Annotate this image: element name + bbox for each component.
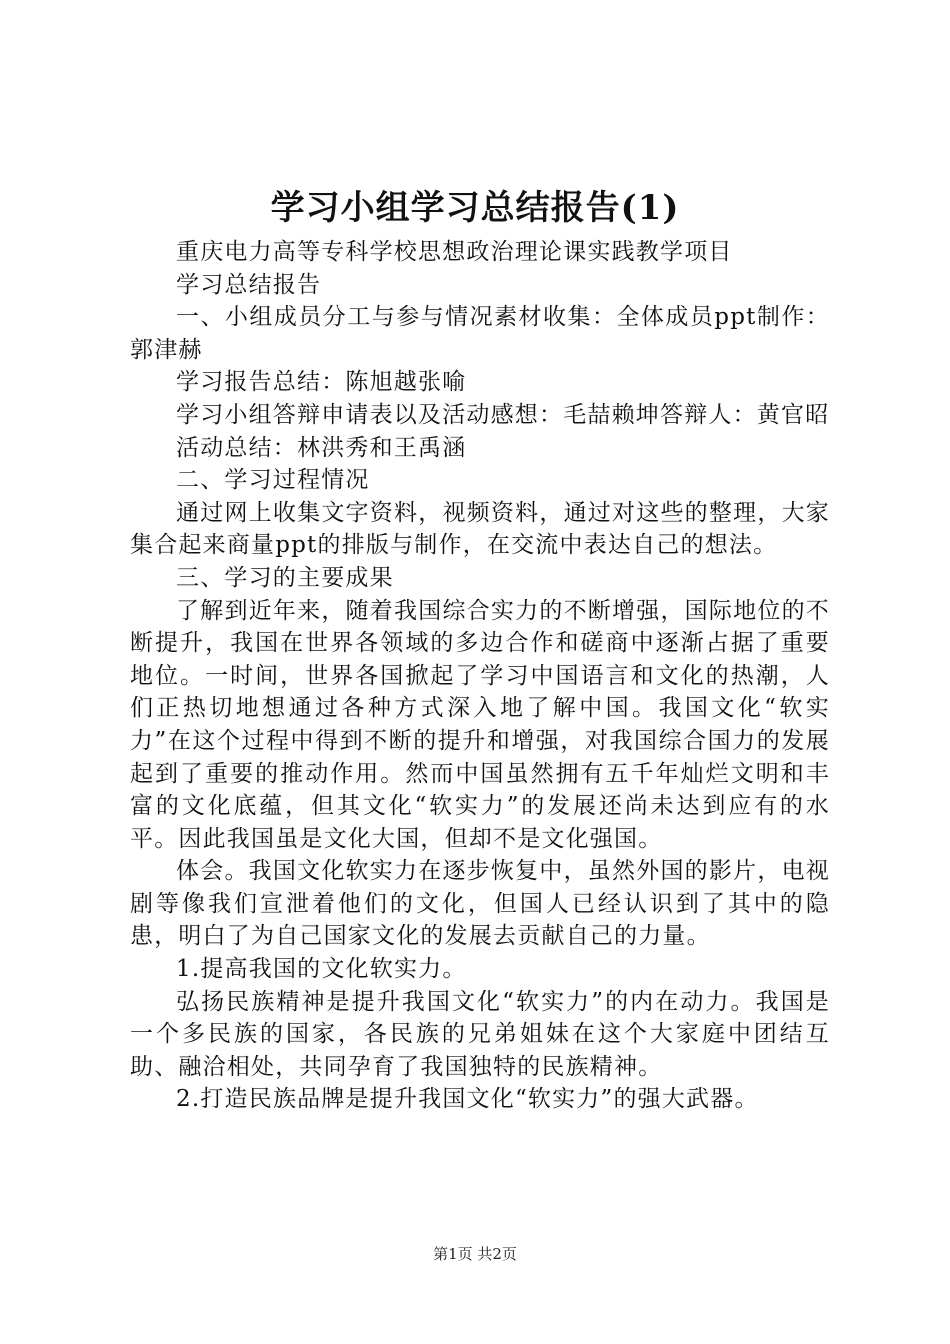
paragraph-reflection: 体会。我国文化软实力在逐步恢复中，虽然外国的影片，电视剧等像我们宣泄着他们的文化，但国人已经认识到了其中的隐患，明白了为自己国家文化的发展去贡献自己的力量。 — [130, 858, 830, 950]
paragraph-national-spirit: 弘扬民族精神是提升我国文化“软实力”的内在动力。我国是一个多民族的国家，各民族的兄弟姐妹在这个大家庭中团结互助、融洽相处，共同孕育了我国独特的民族精神。 — [130, 988, 830, 1080]
document-title: 学习小组学习总结报告(1) — [270, 188, 680, 228]
paragraph-report-heading: 学习总结报告 — [176, 271, 322, 298]
paragraph-report-summary-members: 学习报告总结：陈旭越张喻 — [176, 369, 467, 396]
paragraph-main-results: 了解到近年来，随着我国综合实力的不断增强，国际地位的不断提升，我国在世界各领域的多边合作和磋商中逐渐占据了重要地位。一时间，世界各国掀起了学习中国语言和文化的热潮，人们正热切地想通过各种方式深入地了解中国。我国文化“软实力”在这个过程中得到不断的提升和增强，对我国综合国力的发展起到了重要的推动作用。然而中国虽然拥有五千年灿烂文明和丰富的文化底蕴，但其文化“软实力”的发展还尚未达到应有的水平。因此我国虽是文化大国，但却不是文化强国。 — [130, 597, 830, 852]
paragraph-school-project: 重庆电力高等专科学校思想政治理论课实践教学项目 — [176, 239, 733, 265]
paragraph-defense-members: 学习小组答辩申请表以及活动感想：毛喆赖坤答辩人：黄官昭 — [176, 401, 830, 428]
paragraph-process-description: 通过网上收集文字资料，视频资料，通过对这些的整理，大家集合起来商量ppt的排版与制作，在交流中表达自己的想法。 — [130, 499, 830, 559]
paragraph-section-1-heading: 一、小组成员分工与参与情况素材收集：全体成员ppt制作：郭津赫 — [130, 304, 830, 363]
paragraph-section-2-heading: 二、学习过程情况 — [176, 467, 370, 494]
paragraph-activity-summary-members: 活动总结：林洪秀和王禹涵 — [176, 434, 467, 461]
document-body — [130, 236, 830, 1116]
paragraph-section-3-heading: 三、学习的主要成果 — [176, 564, 394, 591]
paragraph-point-2: 2.打造民族品牌是提升我国文化“软实力”的强大武器。 — [176, 1086, 759, 1113]
paragraph-point-1: 1.提高我国的文化软实力。 — [176, 956, 467, 983]
page-number-footer: 第1页 共2页 — [433, 1245, 517, 1263]
